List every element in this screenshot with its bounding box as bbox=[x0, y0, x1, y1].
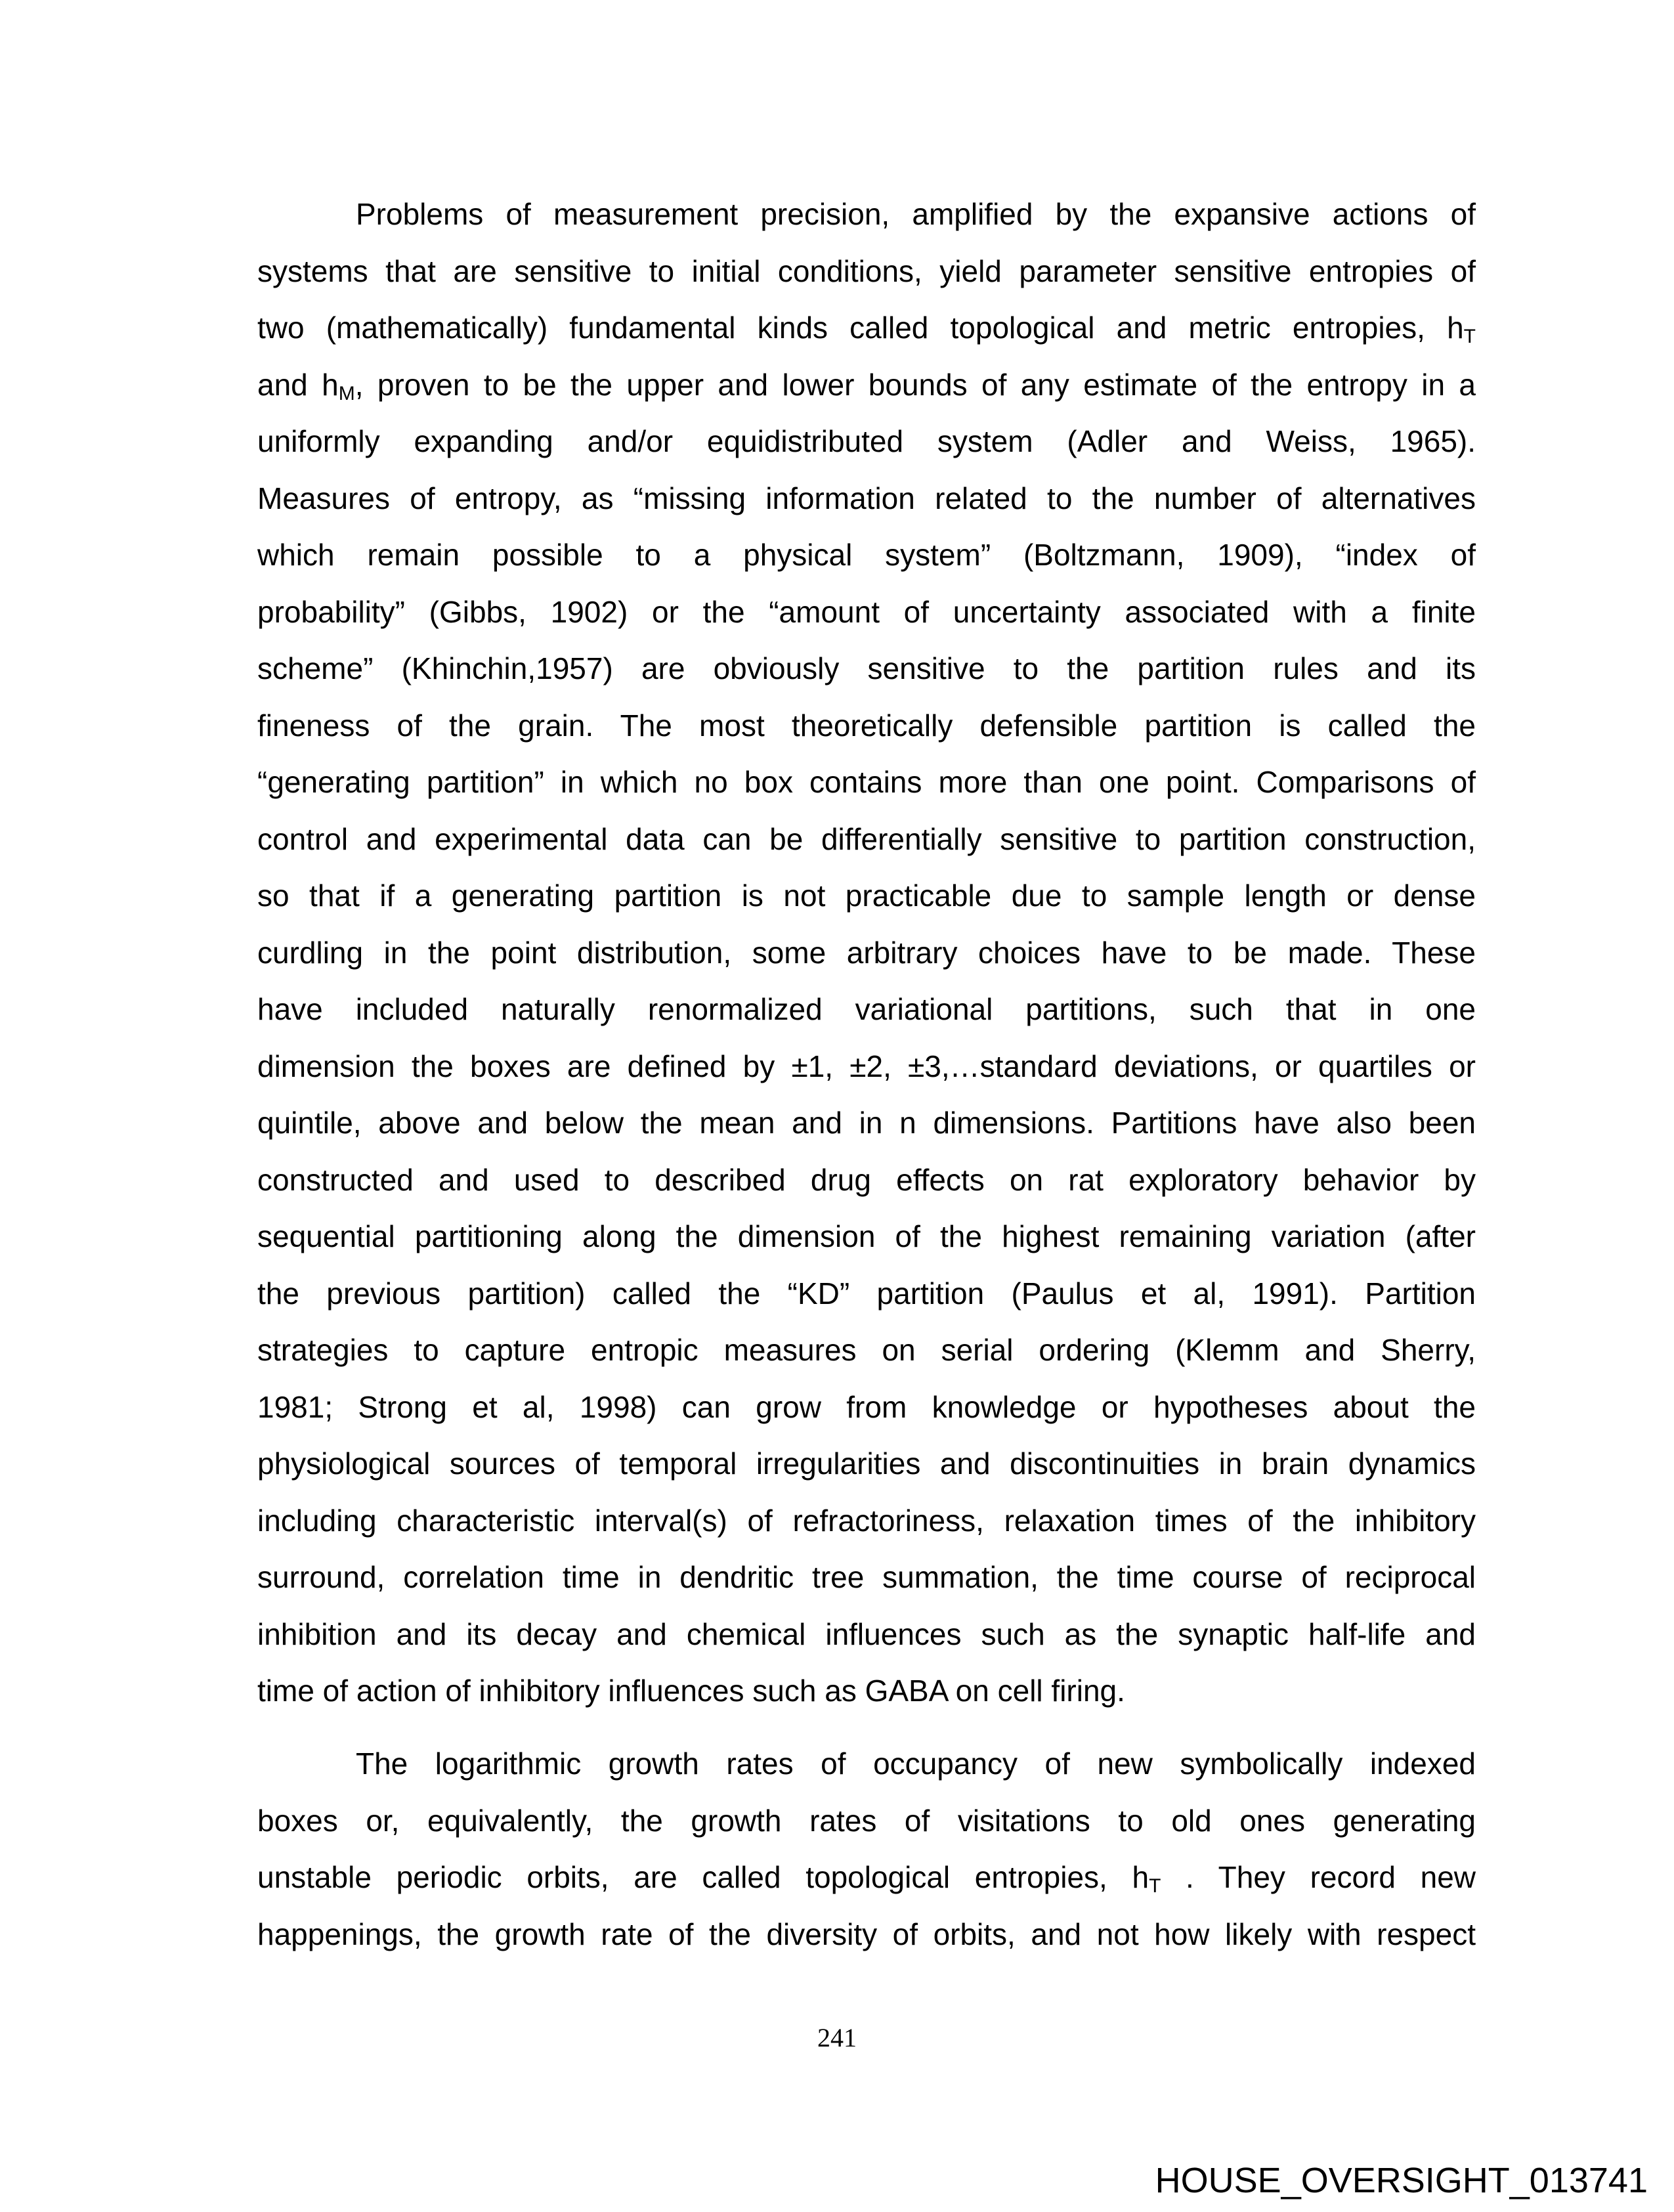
text-line: control and experimental data can be differentially sensitive to partition construction, bbox=[257, 821, 1476, 856]
subscript: T bbox=[1463, 326, 1476, 347]
text-line: curdling in the point distribution, some arbitrary choices have to be made. These bbox=[257, 935, 1476, 970]
text-line: inhibition and its decay and chemical influences such as the synaptic half-life and bbox=[257, 1616, 1476, 1651]
text-line: sequential partitioning along the dimension of the highest remaining variation (after bbox=[257, 1219, 1476, 1253]
text-line: The logarithmic growth rates of occupancy of new symbolically indexed bbox=[356, 1746, 1476, 1781]
text-line: dimension the boxes are defined by ±1, ±2, ±3,…standard deviations, or quartiles or bbox=[257, 1049, 1476, 1083]
subscript: T bbox=[1149, 1875, 1161, 1897]
text-line: 1981; Strong et al, 1998) can grow from knowledge or hypotheses about the bbox=[257, 1389, 1476, 1424]
text-segment: , proven to be the upper and lower bounds of any estimate of the entropy in a bbox=[354, 367, 1476, 402]
text-segment: . They record new bbox=[1161, 1860, 1476, 1894]
text-line bbox=[257, 357, 1476, 414]
text-segment: unstable periodic orbits, are called topological entropies, h bbox=[257, 1860, 1149, 1894]
text-line: have included naturally renormalized variational partitions, such that in one bbox=[257, 992, 1476, 1026]
bates-number: HOUSE_OVERSIGHT_013741 bbox=[1155, 2161, 1648, 2200]
text-line: systems that are sensitive to initial conditions, yield parameter sensitive entropies of bbox=[257, 253, 1476, 288]
text-line: scheme” (Khinchin,1957) are obviously sensitive to the partition rules and its bbox=[257, 651, 1476, 685]
text-line: boxes or, equivalently, the growth rates of visitations to old ones generating bbox=[257, 1803, 1476, 1838]
text-line: uniformly expanding and/or equidistributed system (Adler and Weiss, 1965). bbox=[257, 424, 1476, 458]
text-line: which remain possible to a physical system” (Boltzmann, 1909), “index of bbox=[257, 538, 1476, 572]
text-line: probability” (Gibbs, 1902) or the “amount of uncertainty associated with a finite bbox=[257, 594, 1476, 629]
text-line: strategies to capture entropic measures on serial ordering (Klemm and Sherry, bbox=[257, 1333, 1476, 1367]
paragraph-2 bbox=[257, 1735, 1476, 1963]
text-segment: and h bbox=[257, 367, 339, 402]
text-line: so that if a generating partition is not practicable due to sample length or dense bbox=[257, 878, 1476, 913]
text-segment: two (mathematically) fundamental kinds called topological and metric entropies, h bbox=[257, 311, 1464, 345]
text-line: happenings, the growth rate of the diversity of orbits, and not how likely with respect bbox=[257, 1917, 1476, 1951]
text-line: including characteristic interval(s) of refractoriness, relaxation times of the inhibitory bbox=[257, 1503, 1476, 1538]
text-line: Measures of entropy, as “missing information related to the number of alternatives bbox=[257, 481, 1476, 515]
page-number: 241 bbox=[817, 2023, 857, 2052]
text-line bbox=[257, 1849, 1476, 1906]
subscript: M bbox=[338, 382, 355, 404]
text-line: fineness of the grain. The most theoretically defensible partition is called the bbox=[257, 708, 1476, 743]
text-line: surround, correlation time in dendritic tree summation, the time course of reciprocal bbox=[257, 1560, 1476, 1594]
text-line: Problems of measurement precision, amplified by the expansive actions of bbox=[356, 197, 1476, 231]
text-line: quintile, above and below the mean and in n dimensions. Partitions have also been bbox=[257, 1106, 1476, 1140]
text-line: “generating partition” in which no box contains more than one point. Comparisons of bbox=[257, 765, 1476, 799]
text-line: the previous partition) called the “KD” partition (Paulus et al, 1991). Partition bbox=[257, 1276, 1476, 1311]
text-line bbox=[257, 299, 1476, 357]
paragraph-1 bbox=[257, 186, 1476, 1720]
text-line: constructed and used to described drug effects on rat exploratory behavior by bbox=[257, 1162, 1476, 1197]
text-line: physiological sources of temporal irregularities and discontinuities in brain dynamics bbox=[257, 1446, 1476, 1481]
text-line: time of action of inhibitory influences such as GABA on cell firing. bbox=[257, 1674, 1125, 1708]
